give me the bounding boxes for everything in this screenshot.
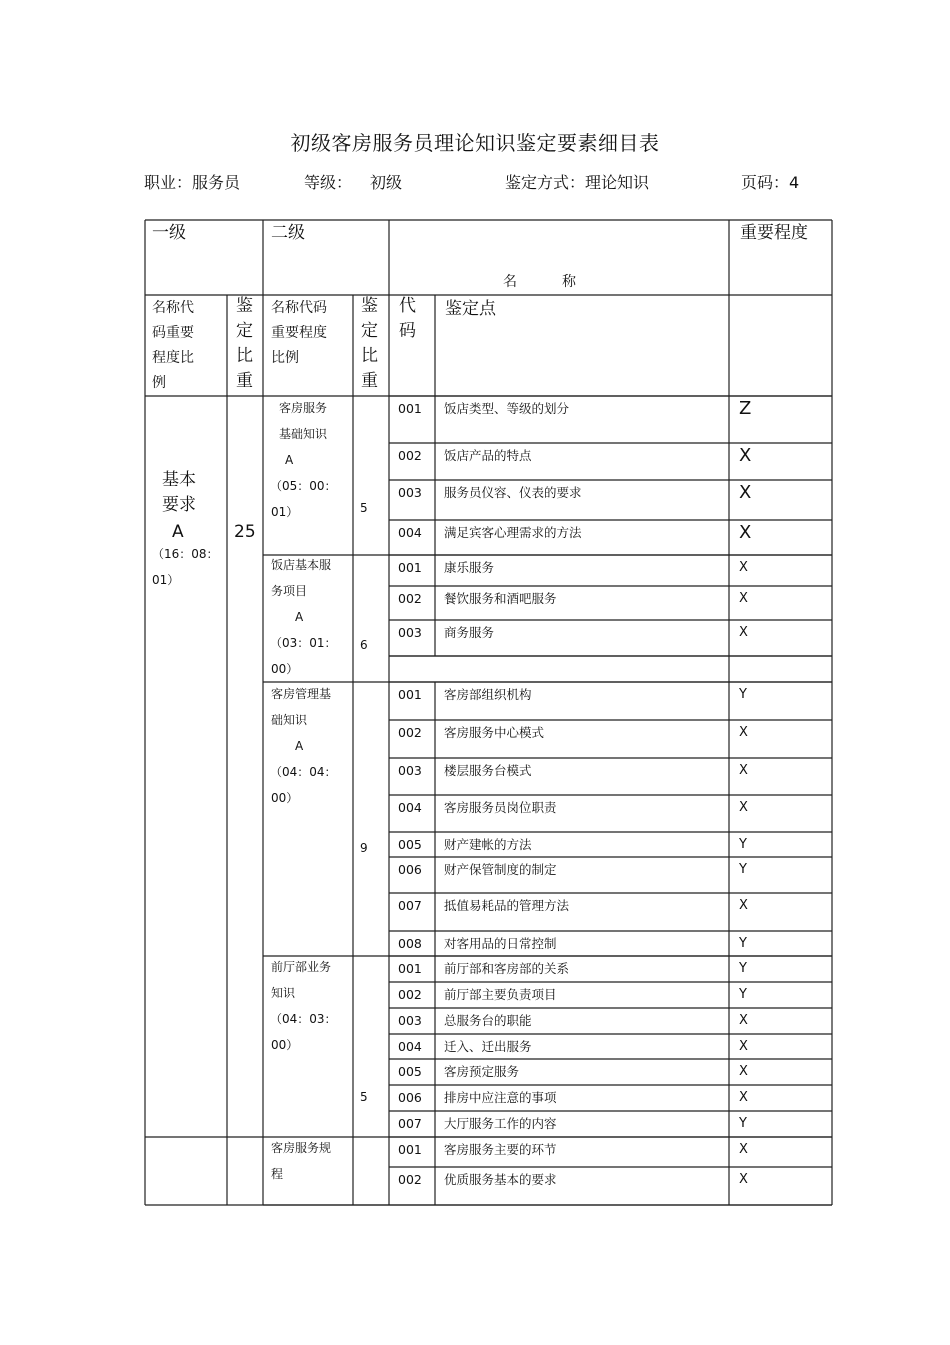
item-code: 005 bbox=[398, 1064, 422, 1079]
item-point: 饭店产品的特点 bbox=[444, 448, 532, 463]
item-code: 002 bbox=[398, 591, 422, 606]
group-name: （03：01： bbox=[270, 636, 337, 650]
header-level1: 一级 bbox=[152, 223, 186, 243]
item-point: 康乐服务 bbox=[444, 560, 495, 575]
level1-ratio: 01） bbox=[152, 573, 180, 587]
item-code: 003 bbox=[398, 625, 422, 640]
header-name-b: 称 bbox=[562, 274, 576, 290]
item-code: 002 bbox=[398, 725, 422, 740]
group-name: （04：03： bbox=[270, 1012, 337, 1026]
item-importance: X bbox=[739, 763, 748, 778]
header-weight-2: 鉴 bbox=[361, 296, 378, 316]
group-name: 前厅部业务 bbox=[271, 960, 332, 974]
item-importance: Z bbox=[739, 398, 752, 419]
header-code-ratio: 名称代 bbox=[152, 300, 194, 316]
level1-name: 要求 bbox=[162, 495, 196, 515]
item-point: 大厅服务工作的内容 bbox=[444, 1116, 557, 1131]
group-name: 础知识 bbox=[271, 713, 308, 727]
item-point: 财产保管制度的制定 bbox=[444, 862, 557, 877]
item-code: 002 bbox=[398, 448, 422, 463]
item-code: 001 bbox=[398, 961, 422, 976]
header-weight-2: 定 bbox=[361, 321, 378, 341]
item-importance: X bbox=[739, 725, 748, 740]
item-code: 004 bbox=[398, 525, 422, 540]
item-importance: Y bbox=[739, 837, 747, 852]
item-importance: X bbox=[739, 800, 748, 815]
header-weight: 鉴 bbox=[236, 296, 253, 316]
header-weight: 重 bbox=[236, 371, 253, 391]
group-name: 基础知识 bbox=[279, 427, 328, 441]
item-point: 餐饮服务和酒吧服务 bbox=[444, 591, 557, 606]
group-name: （04：04： bbox=[270, 765, 337, 779]
level-value: 初级 bbox=[370, 173, 403, 192]
group-name: 00） bbox=[271, 1038, 299, 1052]
item-importance: X bbox=[739, 1064, 748, 1079]
header-code-ratio-2: 重要程度 bbox=[271, 325, 327, 341]
level1-name: 基本 bbox=[162, 470, 196, 490]
header-code: 代 bbox=[399, 296, 416, 316]
item-importance: X bbox=[739, 1142, 748, 1157]
header-level2: 二级 bbox=[271, 223, 305, 243]
header-weight-2: 比 bbox=[361, 346, 378, 366]
item-code: 005 bbox=[398, 837, 422, 852]
item-point: 前厅部主要负责项目 bbox=[444, 987, 557, 1002]
header-point: 鉴定点 bbox=[445, 299, 496, 319]
item-importance: X bbox=[739, 625, 748, 640]
item-point: 客房服务员岗位职责 bbox=[444, 800, 557, 815]
header-code: 码 bbox=[399, 321, 416, 341]
level1-ratio: （16：08： bbox=[152, 547, 219, 561]
item-importance: X bbox=[739, 560, 748, 575]
page-title: 初级客房服务员理论知识鉴定要素细目表 bbox=[290, 131, 660, 155]
group-name: A bbox=[295, 739, 304, 753]
item-code: 003 bbox=[398, 485, 422, 500]
header-importance: 重要程度 bbox=[740, 223, 808, 243]
item-code: 004 bbox=[398, 1039, 422, 1054]
group-name: 知识 bbox=[271, 986, 296, 1000]
header-code-ratio: 码重要 bbox=[152, 325, 194, 341]
item-code: 002 bbox=[398, 1172, 422, 1187]
item-importance: Y bbox=[739, 936, 747, 951]
page-number: 页码：4 bbox=[741, 173, 800, 192]
group-name: 客房服务规 bbox=[271, 1141, 332, 1155]
item-importance: X bbox=[739, 1013, 748, 1028]
item-point: 迁入、迁出服务 bbox=[444, 1039, 532, 1054]
item-point: 排房中应注意的事项 bbox=[444, 1090, 557, 1105]
header-code-ratio-2: 比例 bbox=[271, 350, 299, 366]
header-weight: 定 bbox=[236, 321, 253, 341]
item-point: 前厅部和客房部的关系 bbox=[444, 961, 570, 976]
item-code: 008 bbox=[398, 936, 422, 951]
item-code: 004 bbox=[398, 800, 422, 815]
item-importance: X bbox=[739, 898, 748, 913]
occupation-label: 职业：服务员 bbox=[144, 173, 241, 192]
group-name: 客房管理基 bbox=[271, 687, 332, 701]
item-code: 001 bbox=[398, 401, 422, 416]
header-code-ratio-2: 名称代码 bbox=[271, 300, 327, 316]
item-point: 商务服务 bbox=[444, 625, 495, 640]
group-name: 务项目 bbox=[271, 584, 308, 598]
group-name: （05：00： bbox=[270, 479, 337, 493]
item-point: 客房服务主要的环节 bbox=[444, 1142, 557, 1157]
item-importance: X bbox=[739, 522, 752, 543]
item-code: 003 bbox=[398, 763, 422, 778]
item-code: 007 bbox=[398, 1116, 422, 1131]
item-point: 客房预定服务 bbox=[444, 1064, 520, 1079]
item-code: 006 bbox=[398, 1090, 422, 1105]
level-label: 等级： bbox=[304, 173, 353, 192]
item-point: 抵值易耗品的管理方法 bbox=[444, 898, 570, 913]
item-importance: X bbox=[739, 445, 752, 466]
group-name: 客房服务 bbox=[279, 401, 328, 415]
group-name: 01） bbox=[271, 505, 299, 519]
group-name: 00） bbox=[271, 791, 299, 805]
group-name: A bbox=[295, 610, 304, 624]
level1-grade: A bbox=[172, 522, 184, 542]
group-name: 饭店基本服 bbox=[271, 558, 332, 572]
item-point: 优质服务基本的要求 bbox=[444, 1172, 557, 1187]
header-code-ratio: 例 bbox=[152, 375, 166, 391]
group-weight: 9 bbox=[360, 841, 368, 855]
group-weight: 5 bbox=[360, 501, 368, 515]
header-weight-2: 重 bbox=[361, 371, 378, 391]
group-weight: 5 bbox=[360, 1090, 368, 1104]
item-point: 客房部组织机构 bbox=[444, 687, 532, 702]
item-importance: X bbox=[739, 1090, 748, 1105]
group-name: 00） bbox=[271, 662, 299, 676]
item-importance: X bbox=[739, 1172, 748, 1187]
item-importance: Y bbox=[739, 961, 747, 976]
method-label: 鉴定方式：理论知识 bbox=[505, 173, 650, 192]
item-point: 楼层服务台模式 bbox=[444, 763, 532, 778]
item-code: 007 bbox=[398, 898, 422, 913]
group-name: 程 bbox=[271, 1167, 284, 1181]
item-point: 满足宾客心理需求的方法 bbox=[444, 525, 582, 540]
item-importance: Y bbox=[739, 862, 747, 877]
header-name-a: 名 bbox=[503, 274, 517, 290]
item-code: 002 bbox=[398, 987, 422, 1002]
item-code: 001 bbox=[398, 560, 422, 575]
group-name: A bbox=[285, 453, 294, 467]
item-importance: X bbox=[739, 591, 748, 606]
header-weight: 比 bbox=[236, 346, 253, 366]
item-point: 财产建帐的方法 bbox=[444, 837, 532, 852]
item-point: 客房服务中心模式 bbox=[444, 725, 545, 740]
item-point: 对客用品的日常控制 bbox=[444, 936, 557, 951]
item-code: 006 bbox=[398, 862, 422, 877]
item-importance: X bbox=[739, 1039, 748, 1054]
item-code: 001 bbox=[398, 1142, 422, 1157]
item-importance: Y bbox=[739, 987, 747, 1002]
item-code: 003 bbox=[398, 1013, 422, 1028]
header-code-ratio: 程度比 bbox=[152, 350, 194, 366]
level1-weight: 25 bbox=[234, 522, 256, 542]
item-importance: Y bbox=[739, 687, 747, 702]
group-weight: 6 bbox=[360, 638, 368, 652]
item-point: 服务员仪容、仪表的要求 bbox=[444, 485, 582, 500]
item-code: 001 bbox=[398, 687, 422, 702]
item-point: 饭店类型、等级的划分 bbox=[444, 401, 570, 416]
item-importance: Y bbox=[739, 1116, 747, 1131]
item-point: 总服务台的职能 bbox=[444, 1013, 532, 1028]
item-importance: X bbox=[739, 482, 752, 503]
